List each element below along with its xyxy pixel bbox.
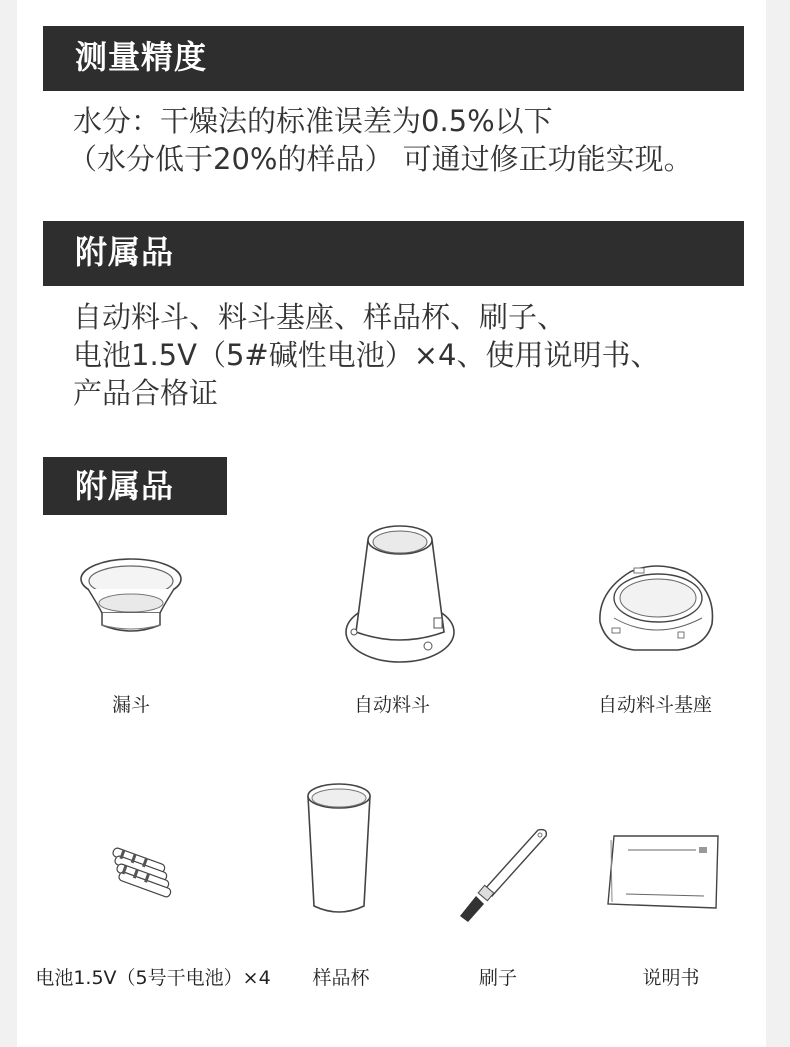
section-title-accessories-images: 附属品	[43, 457, 227, 515]
manual-icon	[606, 832, 722, 912]
accessories-line-2: 电池1.5V（5#碱性电池）×4、使用说明书、	[73, 338, 660, 372]
item-label-funnel: 漏斗	[111, 694, 150, 716]
battery-icon	[110, 842, 178, 892]
accessories-line-1: 自动料斗、料斗基座、样品杯、刷子、	[73, 300, 567, 334]
item-label-hopper-base: 自动料斗基座	[597, 694, 712, 716]
hopper-base-icon	[594, 562, 718, 658]
funnel-icon	[78, 555, 184, 641]
precision-line-2: （水分低于20%的样品） 可通过修正功能实现。	[68, 142, 693, 176]
sample-cup-icon	[304, 780, 374, 920]
item-label-brush: 刷子	[478, 967, 517, 989]
section-divider	[43, 284, 744, 286]
item-label-manual: 说明书	[642, 967, 700, 989]
section-divider	[43, 89, 744, 91]
item-label-hopper: 自动料斗	[353, 694, 430, 716]
section-title-accessories: 附属品	[43, 221, 744, 284]
section-title-precision: 测量精度	[43, 26, 744, 89]
precision-line-1: 水分：干燥法的标准误差为0.5%以下	[73, 104, 553, 138]
hopper-icon	[344, 520, 456, 670]
item-label-battery: 电池1.5V（5号干电池）×4	[35, 967, 271, 989]
brush-icon	[456, 826, 552, 926]
accessories-line-3: 产品合格证	[73, 376, 219, 410]
item-label-sample-cup: 样品杯	[312, 967, 370, 989]
